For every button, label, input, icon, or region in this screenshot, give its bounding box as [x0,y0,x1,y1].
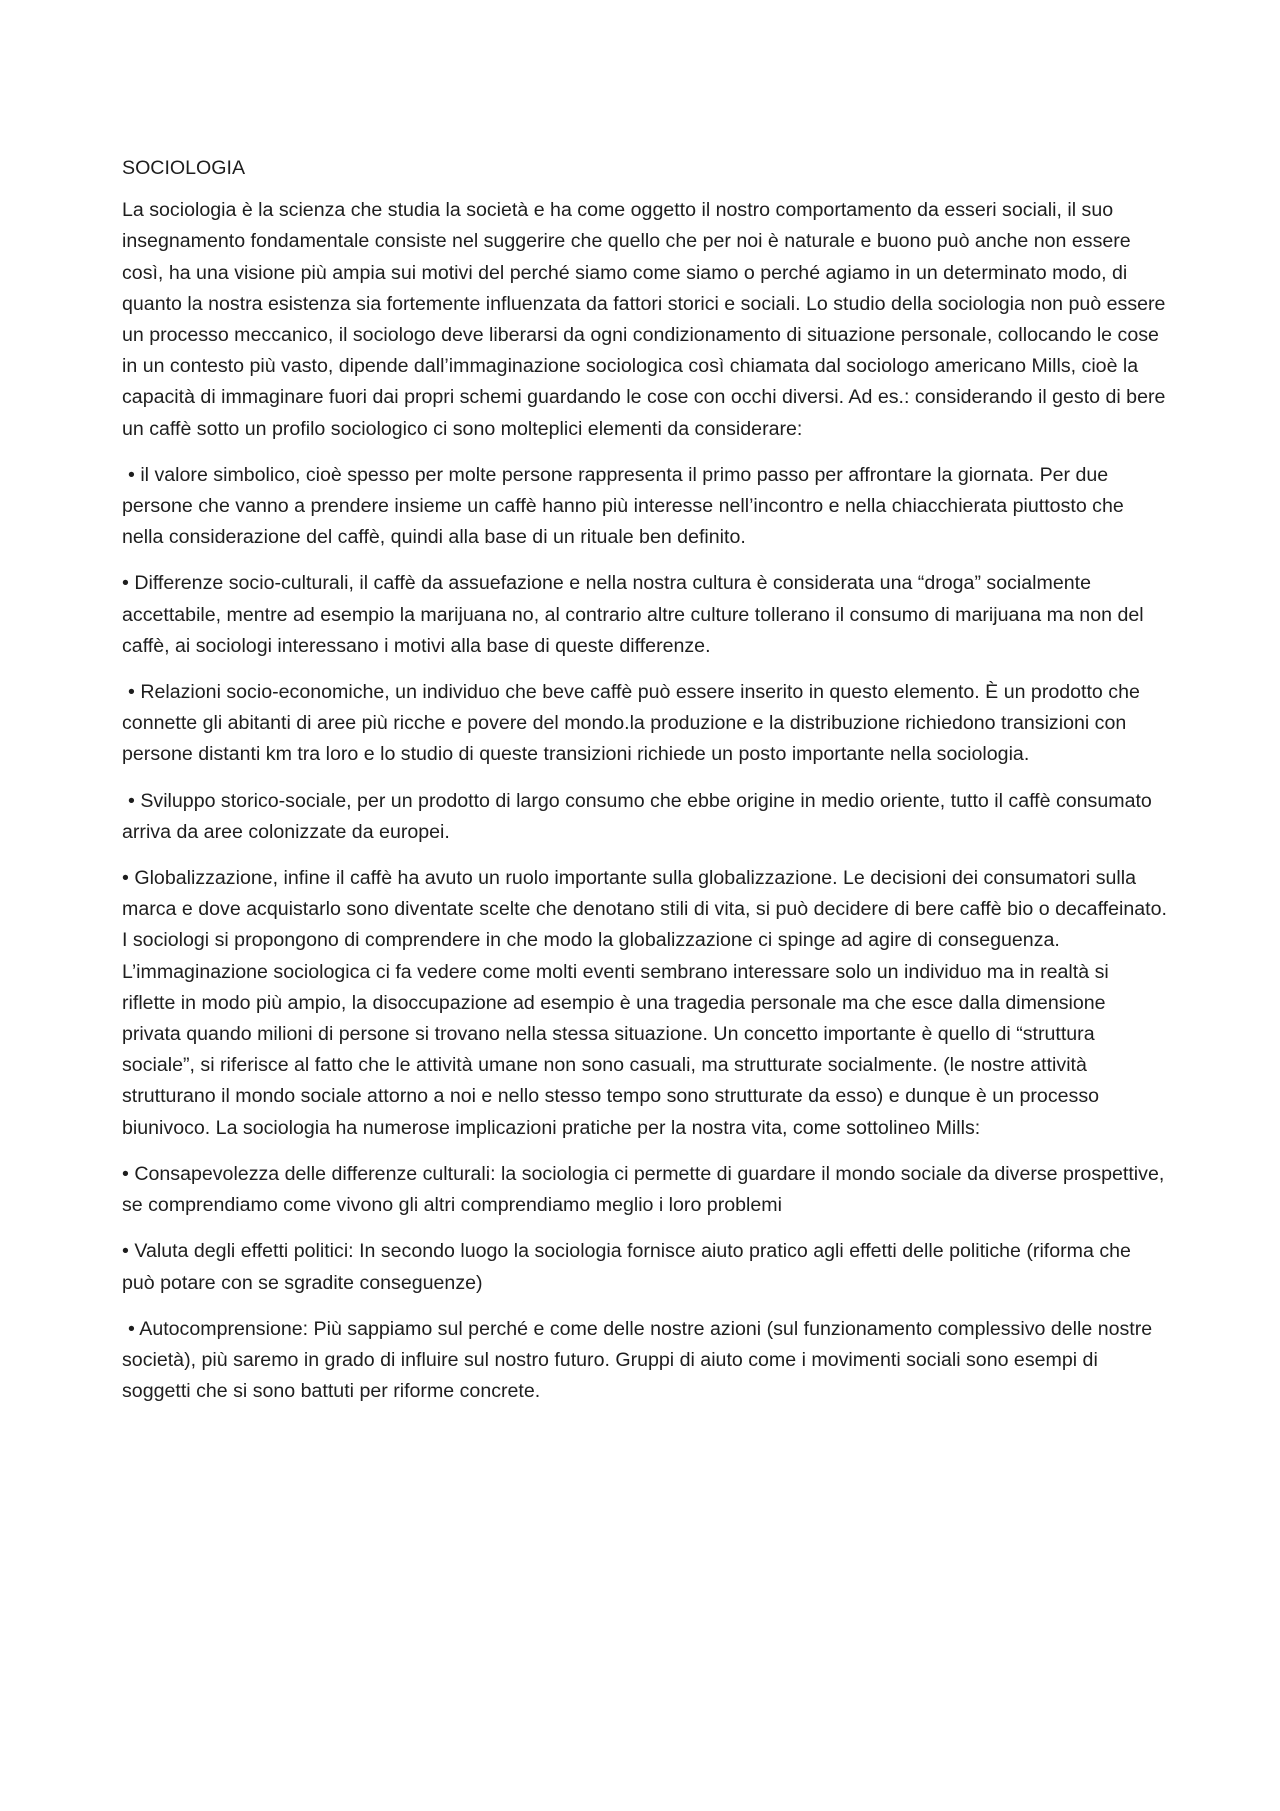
bullet-icon: • [122,572,129,595]
bullet-item-text: Globalizzazione, infine il caffè ha avuto un ruolo importante sulla globalizzazione. Le decisioni dei consumatori sulla marca e dove acquistarlo sono diventate scelte che denotano stili di vita, si può decidere di bere caffè bio o decaffeinato. I sociologi si propongono di comprendere in che modo la globalizzazione ci spinge ad agire di conseguenza. L’immaginazione sociologica ci fa vedere come molti eventi sembrano interessare solo un individuo ma in realtà si riflette in modo più ampio, la disoccupazione ad esempio è una tragedia personale ma che esce dalla dimensione privata quando milioni di persone si trovano nella stessa situazione. Un concetto importante è quello di “struttura sociale”, si riferisce al fatto che le attività umane non sono casuali, ma strutturate socialmente. (le nostre attività strutturano il mondo sociale attorno a noi e nello stesso tempo sono strutturate da esso) e dunque è un processo biunivoco. La sociologia ha numerose implicazioni pratiche per la nostra vita, come sottolineo Mills: [122,867,1167,1139]
bullet-item-text: Autocomprensione: Più sappiamo sul perché e come delle nostre azioni (sul funzionamento complessivo delle nostre società), più saremo in grado di influire sul nostro futuro. Gruppi di aiuto come i movimenti sociali sono esempi di soggetti che si sono battuti per riforme concrete. [122,1317,1153,1403]
bullet-item-text: Consapevolezza delle differenze culturali: la sociologia ci permette di guardare il mondo sociale da diverse prospettive, se comprendiamo come vivono gli altri comprendiamo meglio i loro problemi [122,1162,1165,1217]
bullet-item-policy-effects [122,1236,1167,1298]
document-page [122,153,1167,1422]
bullet-item-text: Sviluppo storico-sociale, per un prodotto di largo consumo che ebbe origine in medio oriente, tutto il caffè consumato arriva da aree colonizzate da europei. [122,789,1152,843]
bullet-item-historical-social [122,786,1167,848]
bullet-item-socio-cultural [122,568,1167,662]
bullet-item-socio-economic [122,677,1167,771]
intro-paragraph: La sociologia è la scienza che studia la società e ha come oggetto il nostro comportamento da esseri sociali, il suo insegnamento fondamentale consiste nel suggerire che quello che per noi è naturale e buono può anche non essere così, ha una visione più ampia sui motivi del perché siamo come siamo o perché agiamo in un determinato modo, di quanto la nostra esistenza sia fortemente influenzata da fattori storici e sociali. Lo studio della sociologia non può essere un processo meccanico, il sociologo deve liberarsi da ogni condizionamento di situazione personale, collocando le cose in un contesto più vasto, dipende dall’immaginazione sociologica così chiamata dal sociologo americano Mills, cioè la capacità di immaginare fuori dai propri schemi guardando le cose con occhi diversi. Ad es.: considerando il gesto di bere un caffè sotto un profilo sociologico ci sono molteplici elementi da considerare: [122,199,1166,440]
bullet-item-cultural-awareness [122,1159,1167,1221]
bullet-icon: • [128,681,135,704]
bullet-item-symbolic-value [122,460,1167,554]
bullet-icon: • [122,1240,129,1263]
bullet-item-self-understanding [122,1314,1167,1408]
bullet-item-text: Valuta degli effetti politici: In secondo luogo la sociologia fornisce aiuto pratico agli effetti delle politiche (riforma che può potare con se sgradite conseguenze) [122,1240,1131,1294]
bullet-item-text: Differenze socio-culturali, il caffè da assuefazione e nella nostra cultura è considerata una “droga” socialmente accettabile, mentre ad esempio la marijuana no, al contrario altre culture tollerano il consumo di marijuana ma non del caffè, ai sociologi interessano i motivi alla base di queste differenze. [122,572,1144,657]
bullet-item-text: Relazioni socio-economiche, un individuo che beve caffè può essere inserito in questo elemento. È un prodotto che connette gli abitanti di aree più ricche e povere del mondo.la produzione e la distribuzione richiedono transizioni con persone distanti km tra loro e lo studio di queste transizioni richiede un posto importante nella sociologia. [122,681,1140,766]
bullet-icon: • [122,1162,129,1185]
bullet-item-globalization [122,863,1167,1144]
bullet-icon: • [128,1317,135,1340]
bullet-icon: • [128,463,135,486]
bullet-icon: • [122,867,129,890]
bullet-item-text: il valore simbolico, cioè spesso per molte persone rappresenta il primo passo per affrontare la giornata. Per due persone che vanno a prendere insieme un caffè hanno più interesse nell’incontro e nella chiacchierata piuttosto che nella considerazione del caffè, quindi alla base di un rituale ben definito. [122,463,1124,549]
document-title: SOCIOLOGIA [122,157,246,179]
bullet-icon: • [128,789,135,812]
